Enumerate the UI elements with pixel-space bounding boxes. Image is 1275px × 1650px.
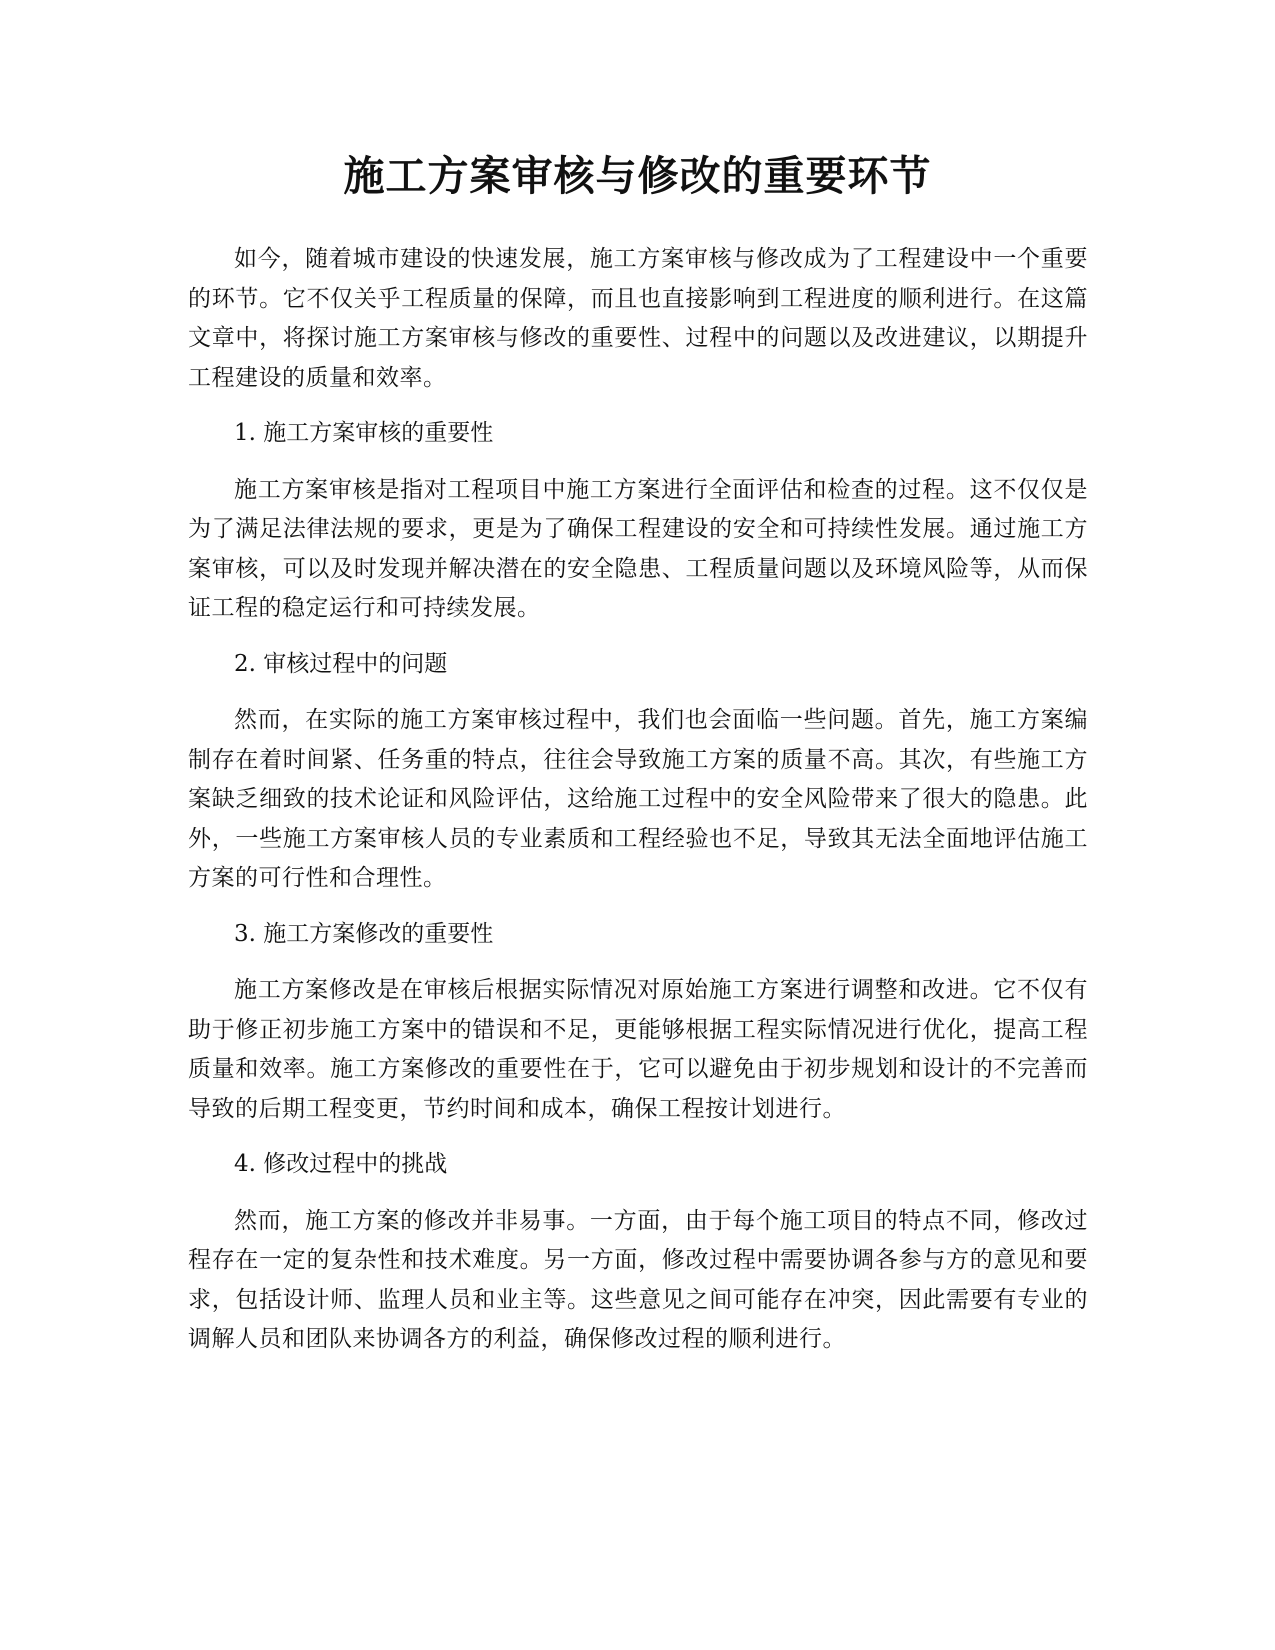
section-body-1: 施工方案审核是指对工程项目中施工方案进行全面评估和检查的过程。这不仅仅是为了满足法律法规的要求，更是为了确保工程建设的安全和可持续性发展。通过施工方案审核，可以及时发现并解决潜在的安全隐患、工程质量问题以及环境风险等，从而保证工程的稳定运行和可持续发展。 <box>188 476 1088 621</box>
document-body <box>188 240 1088 1360</box>
section-body-2: 然而，在实际的施工方案审核过程中，我们也会面临一些问题。首先，施工方案编制存在着时间紧、任务重的特点，往往会导致施工方案的质量不高。其次，有些施工方案缺乏细致的技术论证和风险评估，这给施工过程中的安全风险带来了很大的隐患。此外，一些施工方案审核人员的专业素质和工程经验也不足，导致其无法全面地评估施工方案的可行性和合理性。 <box>188 707 1088 891</box>
section-heading-2: 2. 审核过程中的问题 <box>234 650 448 677</box>
section-heading-1: 1. 施工方案审核的重要性 <box>234 420 494 446</box>
section-heading-4: 4. 修改过程中的挑战 <box>234 1151 448 1177</box>
section-heading-3: 3. 施工方案修改的重要性 <box>234 920 494 947</box>
intro-paragraph: 如今，随着城市建设的快速发展，施工方案审核与修改成为了工程建设中一个重要的环节。它不仅关乎工程质量的保障，而且也直接影响到工程进度的顺利进行。在这篇文章中，将探讨施工方案审核与修改的重要性、过程中的问题以及改进建议，以期提升工程建设的质量和效率。 <box>188 246 1088 391</box>
section-body-4: 然而，施工方案的修改并非易事。一方面，由于每个施工项目的特点不同，修改过程存在一定的复杂性和技术难度。另一方面，修改过程中需要协调各参与方的意见和要求，包括设计师、监理人员和业主等。这些意见之间可能存在冲突，因此需要有专业的调解人员和团队来协调各方的利益，确保修改过程的顺利进行。 <box>188 1207 1088 1352</box>
document-title: 施工方案审核与修改的重要环节 <box>343 152 932 200</box>
section-body-3: 施工方案修改是在审核后根据实际情况对原始施工方案进行调整和改进。它不仅有助于修正初步施工方案中的错误和不足，更能够根据工程实际情况进行优化，提高工程质量和效率。施工方案修改的重要性在于，它可以避免由于初步规划和设计的不完善而导致的后期工程变更，节约时间和成本，确保工程按计划进行。 <box>188 977 1088 1122</box>
